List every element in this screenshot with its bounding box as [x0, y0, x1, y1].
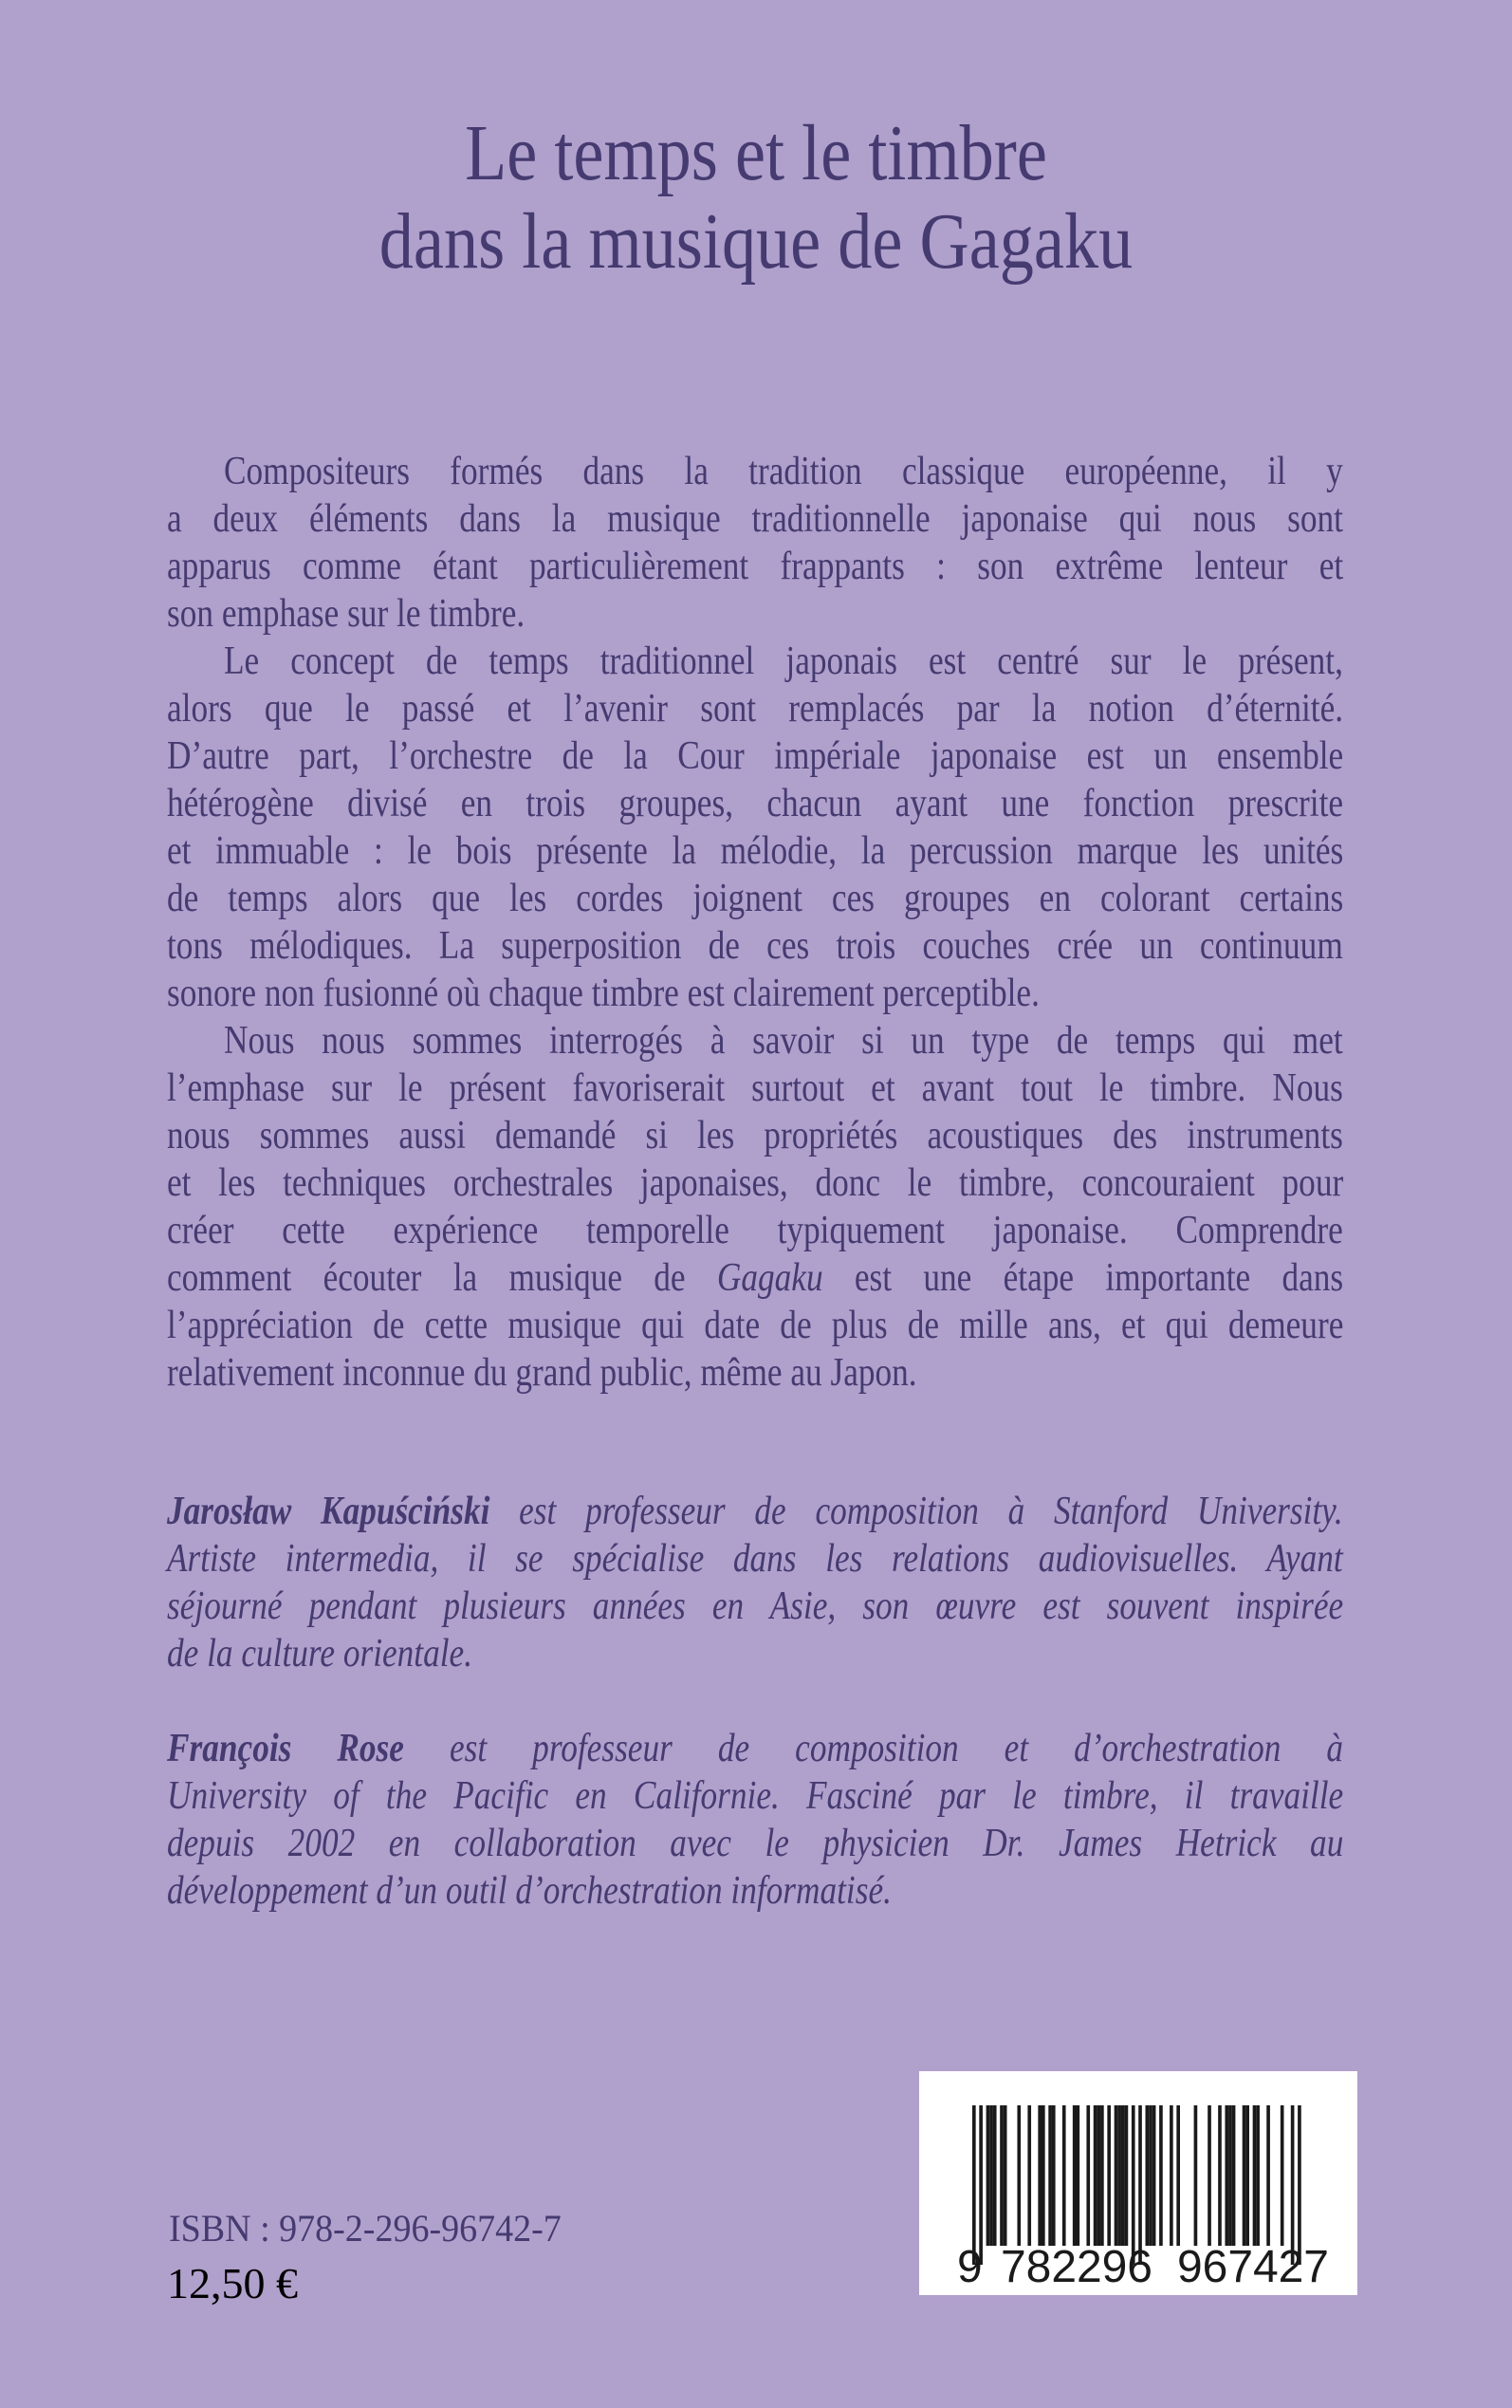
barcode-guard-bar — [1291, 2105, 1295, 2265]
text-line — [167, 922, 1343, 970]
barcode-guard-bar — [1132, 2105, 1135, 2265]
text-line-content — [167, 1488, 1343, 1535]
barcode-bar — [1232, 2105, 1236, 2246]
text-segment: apparus comme étant particulièrement frappants : son extrême lenteur et — [167, 545, 1344, 588]
text-line — [167, 875, 1343, 922]
text-line-content — [167, 970, 1040, 1017]
barcode-guard-bar — [979, 2105, 983, 2265]
text-segment: est professeur de composition à Stanford University. — [489, 1490, 1343, 1533]
barcode-bar — [1121, 2105, 1125, 2246]
text-line — [167, 1630, 1343, 1677]
barcode-bar — [1194, 2105, 1198, 2246]
text-segment: hétérogène divisé en trois groupes, chacun ayant une fonction prescrite — [167, 782, 1344, 825]
text-line — [167, 685, 1343, 732]
barcode-bar — [1152, 2105, 1156, 2246]
barcode-bar — [1253, 2105, 1257, 2246]
barcode-guard-bar — [1138, 2105, 1142, 2265]
text-line-content — [224, 1017, 1343, 1065]
text-segment: depuis 2002 en collaboration avec le physicien Dr. James Hetrick au — [167, 1822, 1344, 1865]
text-segment: développement d’un outil d’orchestration informatisé. — [167, 1869, 892, 1913]
author-bio-kapuscinski — [167, 1488, 1343, 1677]
barcode-bar — [1004, 2105, 1007, 2246]
barcode-bar — [1208, 2105, 1211, 2246]
text-segment: alors que le passé et l’avenir sont remplacés par la notion d’éternité. — [167, 687, 1344, 731]
barcode-bar — [1243, 2105, 1246, 2246]
barcode-bar — [1159, 2105, 1163, 2246]
text-line — [167, 448, 1343, 495]
barcode-bar — [986, 2105, 990, 2246]
text-line-content — [224, 448, 1343, 495]
barcode-bar — [989, 2105, 993, 2246]
text-segment: de la culture orientale. — [167, 1632, 473, 1676]
barcode-bar — [1146, 2105, 1150, 2246]
text-line — [167, 1772, 1343, 1820]
author-name: Jarosław Kapuściński — [167, 1490, 490, 1533]
barcode-bar — [1097, 2105, 1100, 2246]
text-line — [167, 1159, 1343, 1207]
text-line-content — [224, 638, 1343, 685]
barcode-bar — [1170, 2105, 1173, 2246]
isbn-label: ISBN : 978-2-296-96742-7 — [169, 2207, 562, 2250]
barcode-bar — [1017, 2105, 1021, 2246]
text-line-content — [167, 1630, 472, 1677]
text-line-content — [167, 1254, 1343, 1302]
barcode-bar — [1117, 2105, 1121, 2246]
text-line — [167, 1820, 1343, 1867]
text-line — [167, 1207, 1343, 1254]
barcode-bar — [1038, 2105, 1042, 2246]
text-segment: de temps alors que les cordes joignent ces groupes en colorant certains — [167, 877, 1344, 920]
text-segment: Artiste intermedia, il se spécialise dans les relations audiovisuelles. Ayant — [167, 1537, 1343, 1581]
text-line — [167, 543, 1343, 590]
text-segment: est professeur de composition et d’orchestration à — [403, 1727, 1344, 1770]
text-line-content — [167, 922, 1343, 970]
text-line — [167, 1725, 1343, 1772]
barcode-bar — [993, 2105, 997, 2246]
text-segment: et immuable : le bois présente la mélodie, la percussion marque les unités — [167, 829, 1344, 873]
book-title-line-1 — [0, 106, 1512, 201]
barcode-bar — [1062, 2105, 1066, 2246]
author-bio-rose — [167, 1725, 1343, 1915]
text-line — [167, 590, 1343, 638]
text-line-content — [167, 685, 1343, 732]
text-line-content — [167, 1349, 917, 1397]
text-segment: est une étape importante dans — [822, 1256, 1344, 1300]
text-line-content — [167, 780, 1343, 827]
barcode-guard-bar — [972, 2105, 976, 2265]
text-segment: D’autre part, l’orchestre de la Cour impériale japonaise est un ensemble — [167, 734, 1344, 778]
summary-text — [167, 448, 1343, 1397]
text-line — [167, 1488, 1343, 1535]
barcode-bar — [1048, 2105, 1052, 2246]
italic-term: Gagaku — [716, 1256, 823, 1300]
text-line — [167, 1254, 1343, 1302]
text-line-content — [167, 590, 525, 638]
text-segment: son emphase sur le timbre. — [167, 592, 526, 636]
text-line — [167, 1535, 1343, 1583]
text-segment: créer cette expérience temporelle typiquement japonaise. Comprendre — [167, 1209, 1343, 1252]
barcode-bar — [1228, 2105, 1232, 2246]
text-line-content — [167, 1583, 1343, 1630]
barcode-first-digit: 9 — [957, 2242, 983, 2292]
barcode-bar — [1073, 2105, 1077, 2246]
barcode-bar — [1000, 2105, 1004, 2246]
text-segment: séjourné pendant plusieurs années en Asie, son œuvre est souvent inspirée — [167, 1584, 1344, 1628]
barcode-bar — [1149, 2105, 1152, 2246]
text-line — [167, 1349, 1343, 1397]
barcode — [919, 2071, 1357, 2295]
barcode-bar — [1218, 2105, 1222, 2246]
text-line — [167, 1583, 1343, 1630]
barcode-bars — [972, 2105, 1301, 2265]
text-line — [167, 827, 1343, 875]
barcode-bar — [1281, 2105, 1284, 2246]
barcode-graphic — [919, 2071, 1357, 2295]
text-line-content — [167, 1112, 1343, 1159]
barcode-bar — [1225, 2105, 1228, 2246]
text-line-content — [167, 827, 1343, 875]
text-segment: relativement inconnue du grand public, même au Japon. — [167, 1351, 917, 1395]
text-line-content — [167, 732, 1343, 780]
text-segment: Nous nous sommes interrogés à savoir si un type de temps qui met — [224, 1019, 1343, 1063]
barcode-bar — [1266, 2105, 1270, 2246]
author-name: François Rose — [167, 1727, 404, 1770]
barcode-bar — [1176, 2105, 1180, 2246]
barcode-bar — [1100, 2105, 1104, 2246]
barcode-bar — [1052, 2105, 1056, 2246]
text-segment: comment écouter la musique de — [167, 1256, 717, 1300]
text-line — [167, 1112, 1343, 1159]
text-line-content — [167, 1535, 1343, 1583]
text-line-content — [167, 1725, 1343, 1772]
barcode-bar — [1245, 2105, 1249, 2246]
text-line-content — [167, 1065, 1343, 1112]
text-segment: l’emphase sur le présent favoriserait surtout et avant tout le timbre. Nous — [167, 1066, 1343, 1110]
barcode-bar — [1027, 2105, 1031, 2246]
text-line — [167, 495, 1343, 543]
text-line — [167, 1065, 1343, 1112]
book-title-line-2 — [0, 194, 1512, 289]
title-text: dans la musique de Gagaku — [378, 197, 1134, 286]
text-line-content — [167, 1302, 1343, 1349]
text-segment: nous sommes aussi demandé si les propriétés acoustiques des instruments — [167, 1114, 1343, 1158]
barcode-bar — [1115, 2105, 1118, 2246]
text-segment: Le concept de temps traditionnel japonais est centré sur le présent, — [224, 639, 1343, 683]
text-segment: et les techniques orchestrales japonaises, donc le timbre, concouraient pour — [167, 1161, 1344, 1205]
barcode-right-digits: 967427 — [1177, 2242, 1329, 2292]
barcode-bar — [1077, 2105, 1080, 2246]
barcode-bar — [1107, 2105, 1111, 2246]
barcode-left-digits: 782296 — [1001, 2242, 1152, 2292]
title-text: Le temps et le timbre — [465, 109, 1047, 197]
price-label: 12,50 € — [167, 2259, 298, 2307]
barcode-bar — [1256, 2105, 1260, 2246]
text-line — [167, 638, 1343, 685]
barcode-bar — [1086, 2105, 1090, 2246]
text-line-content — [167, 1820, 1343, 1867]
text-line — [167, 1867, 1343, 1915]
text-segment: University of the Pacific en Californie. Fasciné par le timbre, il travaille — [167, 1774, 1344, 1818]
text-line — [167, 970, 1343, 1017]
text-segment: l’appréciation de cette musique qui date de plus de mille ans, et qui demeure — [167, 1304, 1344, 1347]
text-segment: a deux éléments dans la musique traditionnelle japonaise qui nous sont — [167, 497, 1343, 541]
text-line — [167, 1017, 1343, 1065]
barcode-bar — [1094, 2105, 1097, 2246]
text-line — [167, 1302, 1343, 1349]
text-segment: sonore non fusionné où chaque timbre est clairement perceptible. — [167, 972, 1040, 1015]
text-segment: tons mélodiques. La superposition de ces trois couches crée un continuum — [167, 924, 1343, 968]
text-line-content — [167, 1159, 1343, 1207]
text-line-content — [167, 1772, 1343, 1820]
barcode-guard-bar — [1298, 2105, 1301, 2265]
barcode-bar — [1042, 2105, 1045, 2246]
text-line-content — [167, 495, 1343, 543]
text-line-content — [167, 1867, 892, 1915]
text-line — [167, 732, 1343, 780]
text-line — [167, 780, 1343, 827]
text-line-content — [167, 875, 1343, 922]
text-segment: Compositeurs formés dans la tradition classique européenne, il y — [224, 450, 1343, 493]
text-line-content — [167, 1207, 1343, 1254]
barcode-bar — [1125, 2105, 1129, 2246]
text-line-content — [167, 543, 1343, 590]
